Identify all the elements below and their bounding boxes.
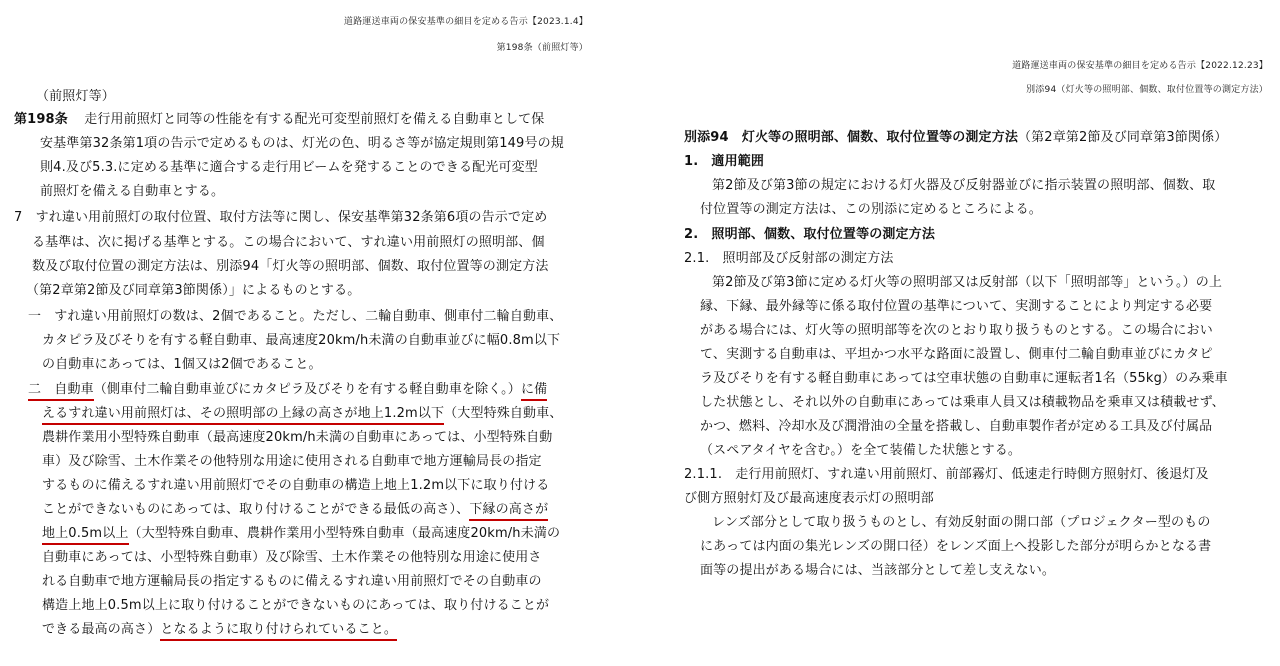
left-document-page <box>0 0 600 666</box>
item-2-line <box>42 501 548 519</box>
paragraph-7-line: （第2章第2節及び同章第3節関係）」によるものとする。 <box>26 283 361 298</box>
header-title: 道路運送車両の保安基準の細目を定める告示【2022.12.23】 <box>1012 61 1268 71</box>
underlined-phrase: 地上0.5m以上 <box>42 526 129 545</box>
article-line: 安基準第32条第1項の告示で定めるものは、灯光の色、明るさ等が協定規則第149号の規 <box>40 136 564 151</box>
article-line: 前照灯を備える自動車とする。 <box>40 184 225 199</box>
header-title: 道路運送車両の保安基準の細目を定める告示【2023.1.4】 <box>343 17 588 27</box>
section-2-1-1-title: 2.1.1. 走行用前照灯、すれ違い用前照灯、前部霧灯、低速走行時側方照射灯、後退灯及 <box>684 467 1209 482</box>
item-2-line: 農耕作業用小型特殊自動車（最高速度20km/h未満の自動車にあっては、小型特殊自動 <box>42 430 553 445</box>
header-subtitle: 第198条（前照灯等） <box>496 43 588 53</box>
item-2-text: できる最高の高さ） <box>42 622 161 637</box>
item-2-line: れる自動車で地方運輸局長の指定するものに備えるすれ違い用前照灯でその自動車の <box>42 574 542 589</box>
item-2-line: 構造上地上0.5m以上に取り付けることができないものにあっては、取り付けることが <box>42 598 550 613</box>
section-1-text: 付位置等の測定方法は、この別添に定めるところによる。 <box>700 202 1042 217</box>
section-2-1-text: した状態とし、それ以外の自動車にあっては乗車人員又は積載物品を乗車又は積載せず、 <box>700 395 1225 410</box>
section-2-1-text: 第2節及び第3節に定める灯火等の照明部又は反射部（以下「照明部等」という。）の上 <box>712 275 1223 290</box>
section-2-1-title: 2.1. 照明部及び反射部の測定方法 <box>684 251 894 266</box>
section-2-1-text: ラ及びそりを有する軽自動車にあっては空車状態の自動車に運転者1名（55kg）のみ乗車 <box>700 371 1228 386</box>
item-2-line <box>42 405 563 423</box>
right-document-page <box>672 0 1280 666</box>
underlined-phrase: 下縁の高さが <box>469 502 548 521</box>
article-number: 第198条 <box>14 112 68 127</box>
item-2-line <box>28 381 547 399</box>
section-2-1-1-title: び側方照射灯及び最高速度表示灯の照明部 <box>684 491 934 506</box>
underlined-phrase: えるすれ違い用前照灯は、その照明部の上縁の高さが地上1.2m以下 <box>42 406 444 425</box>
item-1-line: の自動車にあっては、1個又は2個であること。 <box>42 357 322 372</box>
header-subtitle: 別添94（灯火等の照明部、個数、取付位置等の測定方法） <box>1026 85 1268 95</box>
underlined-phrase: 二 自動車 <box>28 382 94 401</box>
section-2-1-text: て、実測する自動車は、平坦かつ水平な路面に設置し、側車付二輪自動車並びにカタピ <box>700 347 1213 362</box>
attachment-title-main: 別添94 灯火等の照明部、個数、取付位置等の測定方法 <box>684 130 1018 145</box>
underlined-phrase: に備 <box>521 382 547 401</box>
item-2-text: （側車付二輪自動車並びにカタピラ及びそりを有する軽自動車を除く。） <box>93 382 521 397</box>
item-2-line <box>42 621 397 639</box>
section-2-1-text: （スペアタイヤを含む。）を全て装備した状態とする。 <box>700 443 1022 458</box>
section-2-1-text: がある場合には、灯火等の照明部等を次のとおり取り扱うものとする。この場合におい <box>700 323 1213 338</box>
article-text: 走行用前照灯と同等の性能を有する配光可変型前照灯を備える自動車として保 <box>84 112 545 127</box>
section-2-1-1-text: にあっては内面の集光レンズの開口径）をレンズ面上へ投影した部分が明らかとなる書 <box>700 539 1212 554</box>
paragraph-7-line: 数及び取付位置の測定方法は、別添94「灯火等の照明部、個数、取付位置等の測定方法 <box>32 259 549 274</box>
item-2-line: 車）及び除雪、土木作業その他特別な用途に使用される自動車で地方運輸局長の指定 <box>42 454 542 469</box>
item-1-line: 一 すれ違い用前照灯の数は、2個であること。ただし、二輪自動車、側車付二輪自動車、 <box>28 309 563 324</box>
article-caption: （前照灯等） <box>36 89 115 104</box>
item-2-line <box>42 525 560 543</box>
section-2-1-text: かつ、燃料、冷却水及び潤滑油の全量を搭載し、自動車製作者が定める工具及び付属品 <box>700 419 1213 434</box>
item-2-text: ことができないものにあっては、取り付けることができる最低の高さ）、 <box>42 502 470 517</box>
section-1-title: 1. 適用範囲 <box>684 154 765 169</box>
item-2-line: するものに備えるすれ違い用前照灯でその自動車の構造上地上1.2m以下に取り付ける <box>42 478 550 493</box>
attachment-title-scope: （第2章第2節及び同章第3節関係） <box>1018 130 1228 145</box>
article-line: 則4.及び5.3.に定める基準に適合する走行用ビームを発することのできる配光可変型 <box>40 160 538 175</box>
article-line <box>14 111 544 129</box>
item-1-line: カタピラ及びそりを有する軽自動車、最高速度20km/h未満の自動車並びに幅0.8m以下 <box>42 333 561 348</box>
attachment-title <box>684 129 1227 147</box>
item-2-text: （大型特殊自動車、農耕作業用小型特殊自動車（最高速度20km/h未満の <box>128 526 561 541</box>
section-1-text: 第2節及び第3節の規定における灯火器及び反射器並びに指示装置の照明部、個数、取 <box>712 178 1216 193</box>
item-2-line: 自動車にあっては、小型特殊自動車）及び除雪、土木作業その他特別な用途に使用さ <box>42 550 542 565</box>
section-2-title: 2. 照明部、個数、取付位置等の測定方法 <box>684 227 935 242</box>
paragraph-7-line: る基準は、次に掲げる基準とする。この場合において、すれ違い用前照灯の照明部、個 <box>32 235 545 250</box>
section-2-1-text: 縁、下縁、最外縁等に係る取付位置の基準について、実測することにより判定する必要 <box>700 299 1213 314</box>
section-2-1-1-text: 面等の提出がある場合には、当該部分として差し支えない。 <box>700 563 1056 578</box>
paragraph-7-line: 7 すれ違い用前照灯の取付位置、取付方法等に関し、保安基準第32条第6項の告示で定め <box>14 210 548 225</box>
section-2-1-1-text: レンズ部分として取り扱うものとし、有効反射面の開口部（プロジェクター型のもの <box>712 515 1211 530</box>
item-2-text: （大型特殊自動車、 <box>444 406 563 421</box>
underlined-phrase: となるように取り付けられていること。 <box>160 622 397 641</box>
